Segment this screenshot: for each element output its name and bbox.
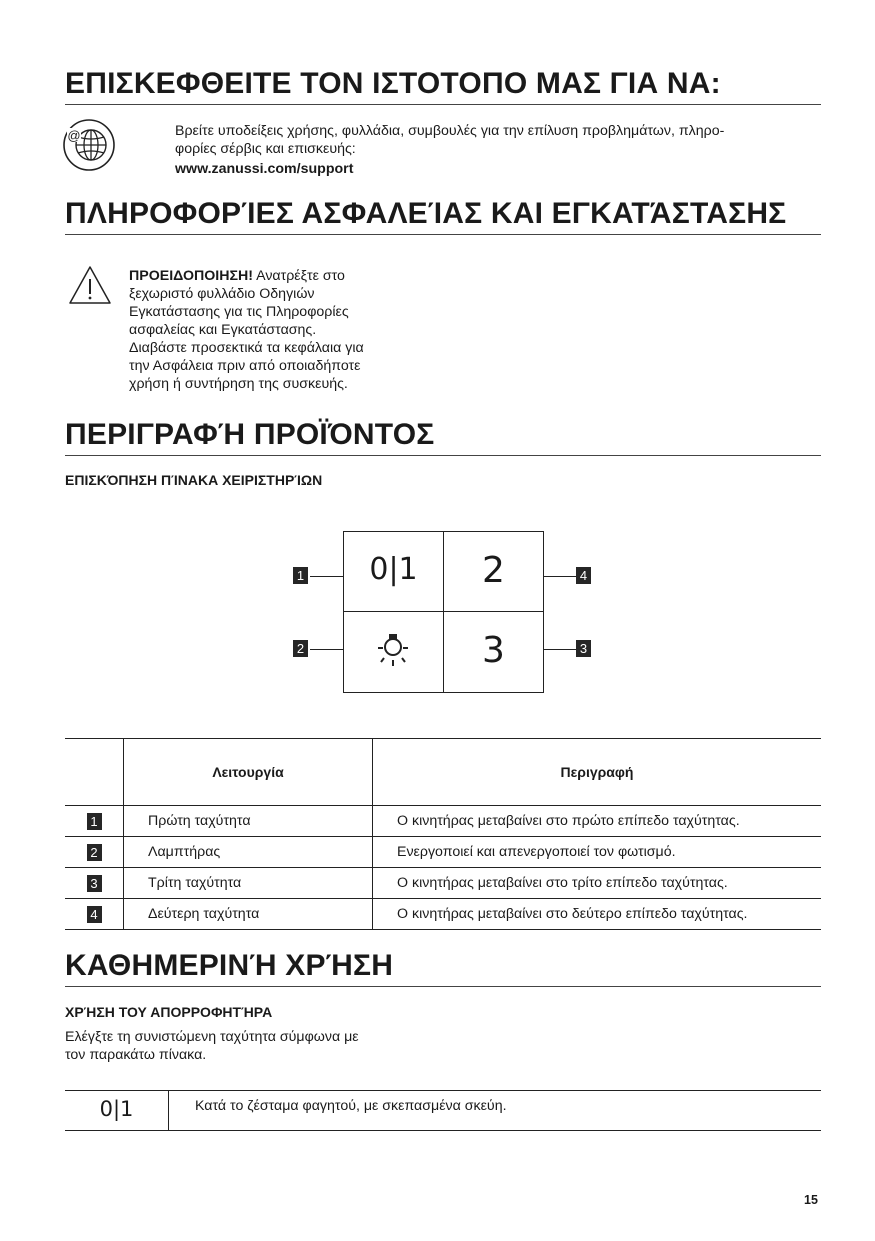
panel-divider xyxy=(344,611,543,612)
table-row xyxy=(65,899,821,930)
svg-text:@: @ xyxy=(67,128,81,143)
website-text-line: φορίες σέρβις και επισκευής: xyxy=(175,141,356,157)
row-function: Δεύτερη ταχύτητα xyxy=(124,899,373,930)
warning-text-line: ασφαλείας και Εγκατάστασης. xyxy=(129,322,317,338)
table-header xyxy=(65,739,821,806)
callout-line xyxy=(310,576,344,577)
warning-label: ΠΡΟΕΙΔΟΠΟΙΗΣΗ! xyxy=(129,268,253,284)
warning-text-line: χρήση ή συντήρηση της συσκευής. xyxy=(129,376,348,392)
table-row xyxy=(65,837,821,868)
title-rule xyxy=(65,455,821,456)
callout-1: 1 xyxy=(293,567,308,584)
title-rule xyxy=(65,986,821,987)
row-number-badge: 2 xyxy=(87,844,102,861)
page-number: 15 xyxy=(804,1193,818,1207)
callout-line xyxy=(543,649,576,650)
safety-section-title: ΠΛΗΡΟΦΟΡΊΕΣ ΑΣΦΑΛΕΊΑΣ ΚΑΙ ΕΓΚΑΤΆΣΤΑΣΗΣ xyxy=(65,197,787,230)
warning-text-line: ξεχωριστό φυλλάδιο Οδηγιών xyxy=(129,286,315,302)
header-description: Περιγραφή xyxy=(560,764,634,780)
row-description: Ο κινητήρας μεταβαίνει στο δεύτερο επίπεδο ταχύτητας. xyxy=(373,899,822,930)
warning-text-line: Ανατρέξτε στο xyxy=(252,268,345,284)
product-section-title: ΠΕΡΙΓΡΑΦΉ ΠΡΟΪΌΝΤΟΣ xyxy=(65,418,435,451)
light-bulb-icon[interactable] xyxy=(375,630,411,670)
speed-table xyxy=(65,1090,821,1131)
speed-2-button[interactable]: 2 xyxy=(482,550,505,591)
daily-use-text xyxy=(65,1028,445,1064)
daily-text-line: τον παρακάτω πίνακα. xyxy=(65,1047,207,1063)
speed-3-button[interactable]: 3 xyxy=(482,630,505,671)
row-number-badge: 1 xyxy=(87,813,102,830)
row-number-badge: 4 xyxy=(87,906,102,923)
website-text-line: Βρείτε υποδείξεις χρήσης, φυλλάδια, συμβουλές για την επίλυση προβλημάτων, πληρο- xyxy=(175,123,725,139)
warning-text-line: Διαβάστε προσεκτικά τα κεφάλαια για xyxy=(129,340,364,356)
website-section-title: ΕΠΙΣΚΕΦΘΕΙΤΕ ΤΟΝ ΙΣΤΟΤΟΠΟ ΜΑΣ ΓΙΑ ΝΑ: xyxy=(65,67,721,100)
support-url-link[interactable]: www.zanussi.com/support xyxy=(175,161,354,177)
callout-4: 4 xyxy=(576,567,591,584)
speed-table-divider xyxy=(168,1091,169,1130)
hood-usage-subtitle: ΧΡΉΣΗ ΤΟΥ ΑΠΟΡΡΟΦΗΤΉΡΑ xyxy=(65,1004,273,1020)
on-off-button[interactable]: 0|1 xyxy=(369,552,418,587)
speed-description: Κατά το ζέσταμα φαγητού, με σκεπασμένα σκεύη. xyxy=(195,1098,507,1114)
callout-line xyxy=(310,649,344,650)
daily-use-section-title: ΚΑΘΗΜΕΡΙΝΉ ΧΡΉΣΗ xyxy=(65,949,394,982)
website-description xyxy=(175,122,825,178)
globe-icon xyxy=(62,118,116,172)
warning-text-line: την Ασφάλεια πριν από οποιαδήποτε xyxy=(129,358,361,374)
speed-setting: 0|1 xyxy=(99,1097,134,1121)
warning-triangle-icon xyxy=(68,265,112,305)
control-panel-subtitle: ΕΠΙΣΚΌΠΗΣΗ ΠΊΝΑΚΑ ΧΕΙΡΙΣΤΗΡΊΩΝ xyxy=(65,472,323,488)
table-row xyxy=(65,806,821,837)
control-panel xyxy=(343,531,544,693)
title-rule xyxy=(65,234,821,235)
header-function: Λειτουργία xyxy=(124,739,373,806)
row-description: Ο κινητήρας μεταβαίνει στο πρώτο επίπεδο ταχύτητας. xyxy=(373,806,822,837)
row-function: Τρίτη ταχύτητα xyxy=(124,868,373,899)
row-description: Ενεργοποιεί και απενεργοποιεί τον φωτισμό. xyxy=(373,837,822,868)
row-function: Πρώτη ταχύτητα xyxy=(124,806,373,837)
callout-line xyxy=(543,576,576,577)
warning-text-line: Εγκατάστασης για τις Πληροφορίες xyxy=(129,304,349,320)
title-rule xyxy=(65,104,821,105)
callout-3: 3 xyxy=(576,640,591,657)
row-function: Λαμπτήρας xyxy=(124,837,373,868)
table-row xyxy=(65,868,821,899)
callout-2: 2 xyxy=(293,640,308,657)
function-table xyxy=(65,738,821,930)
row-description: Ο κινητήρας μεταβαίνει στο τρίτο επίπεδο ταχύτητας. xyxy=(373,868,822,899)
row-number-badge: 3 xyxy=(87,875,102,892)
safety-warning-text xyxy=(129,267,429,393)
daily-text-line: Ελέγξτε τη συνιστώμενη ταχύτητα σύμφωνα με xyxy=(65,1029,359,1045)
